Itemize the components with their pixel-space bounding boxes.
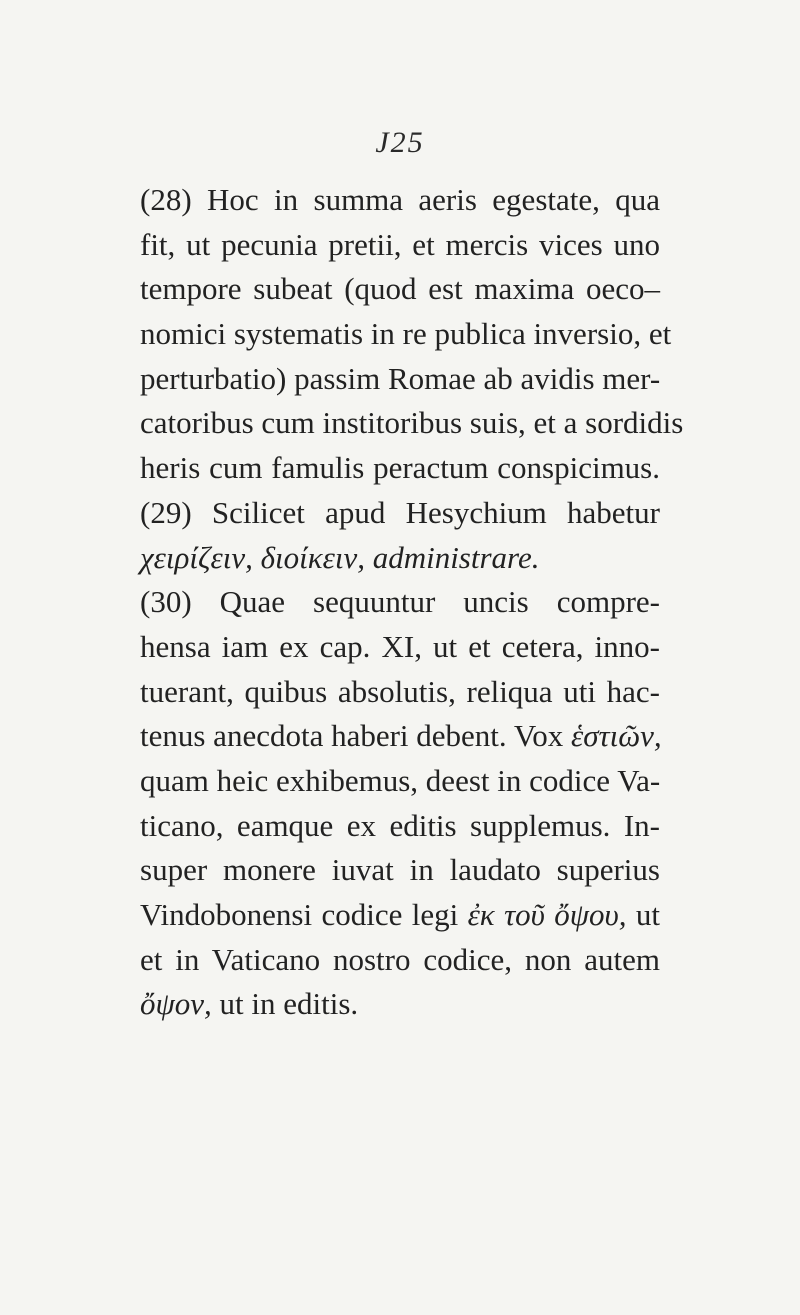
text-segment: perturbatio) passim Romae ab avidis mer- [140,360,661,396]
text-segment: (29) Scilicet apud Hesychium habetur [140,494,660,530]
text-line [140,848,660,893]
text-segment: tenus anecdota haberi debent. Vox [140,718,572,754]
text-segment: heris cum famulis peractum conspicimus. [140,450,660,486]
text-line [140,357,660,402]
text-segment: catoribus cum institoribus suis, et a sordidis [140,405,684,441]
text-segment: super monere iuvat in laudato superius [140,852,660,888]
text-line [140,446,660,491]
text-segment: hensa iam ex cap. XI, ut et cetera, inno- [140,628,660,664]
italic-segment: χειρίζειν, διοίκειν, administrare. [140,539,540,575]
italic-segment: ὄψον, [140,986,212,1022]
text-line [140,267,660,312]
text-segment: Vindobonensi codice legi [140,897,468,932]
text-segment: (30) Quae sequuntur uncis compre- [140,584,660,620]
text-segment: quam heic exhibemus, deest in codice Va- [140,762,661,798]
text-segment: ut in editis. [211,986,359,1022]
text-line [140,401,684,446]
text-line [140,893,660,938]
text-line [140,223,660,268]
text-segment: fit, ut pecunia pretii, et mercis vices uno [140,226,660,262]
text-line [140,491,660,536]
text-segment: tuerant, quibus absolutis, reliqua uti hac- [140,673,660,709]
text-segment: tempore subeat (quod est maxima oeco– [140,271,660,307]
text-line [140,312,672,357]
text-segment: et in Vaticano nostro codice, non autem [140,941,660,977]
text-line [140,580,660,625]
text-line [140,938,660,983]
italic-segment: ἐκ τοῦ ὄψου, [467,897,627,932]
text-line [140,670,660,715]
text-line [140,982,660,1027]
text-segment: (28) Hoc in summa aeris egestate, qua [140,182,660,217]
text-segment: ut [626,897,660,932]
text-segment: nomici systematis in re publica inversio, et [140,316,672,352]
text-line [140,536,660,581]
text-line [140,178,660,223]
body-text [140,178,684,1027]
text-segment: ticano, eamque ex editis supplemus. In- [140,807,660,843]
text-line [140,759,660,804]
text-line [140,714,660,759]
text-line [140,804,660,849]
italic-segment: ἑστιῶν, [571,718,662,754]
page-number: J25 [375,126,425,159]
text-line [140,625,660,670]
